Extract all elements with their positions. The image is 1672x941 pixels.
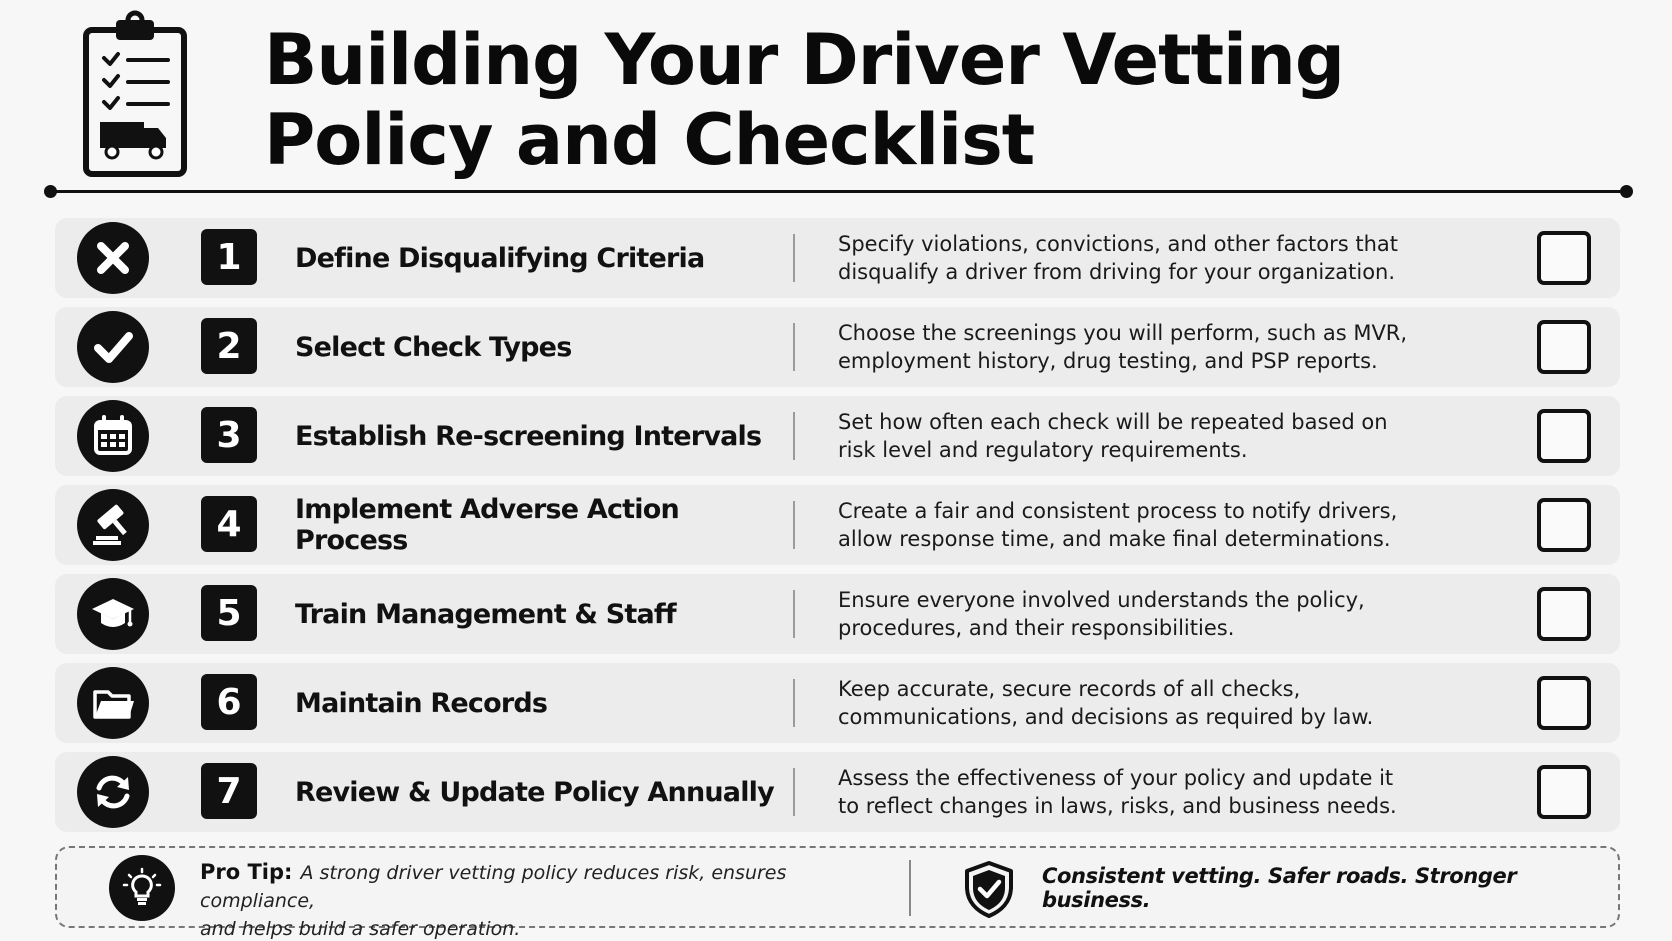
row-divider [793,679,795,727]
step-number: 4 [201,496,257,552]
x-circle-icon [77,222,149,294]
checklist-row-6 [55,663,1620,743]
clipboard-checklist-truck-icon [82,10,192,178]
pro-tip-text: A strong driver vetting policy reduces risk, ensures compliance, [200,862,787,912]
step-description-line: Create a fair and consistent process to notify drivers, [838,499,1398,523]
pro-tip-text: and helps build a safer operation. [200,918,521,940]
step-description-line: Choose the screenings you will perform, such as MVR, [838,321,1408,345]
calendar-icon [77,400,149,472]
step-description [838,396,1438,476]
step-number: 3 [201,407,257,463]
footer-divider [909,860,911,916]
row-divider [793,234,795,282]
step-title: Train Management & Staff [295,598,676,630]
row-divider [793,590,795,638]
divider-endpoint-left [44,185,57,198]
checklist-row-5 [55,574,1620,654]
check-circle-icon [77,311,149,383]
header-divider [50,190,1626,193]
step-description-line: Assess the effectiveness of your policy and update it [838,766,1394,790]
step-description [838,574,1438,654]
step-description [838,663,1438,743]
step-title: Establish Re-screening Intervals [295,420,762,452]
graduation-cap-icon [77,578,149,650]
step-title: Review & Update Policy Annually [295,776,774,808]
pro-tip [200,858,880,941]
step-checkbox-5[interactable] [1537,587,1591,641]
step-description-line: allow response time, and make final determinations. [838,527,1391,551]
step-checkbox-2[interactable] [1537,320,1591,374]
shield-check-icon [962,860,1016,918]
step-number: 5 [201,585,257,641]
step-checkbox-1[interactable] [1537,231,1591,285]
checklist-row-4 [55,485,1620,565]
step-checkbox-3[interactable] [1537,409,1591,463]
step-description [838,485,1438,565]
checklist-row-2 [55,307,1620,387]
step-description-line: employment history, drug testing, and PSP reports. [838,349,1378,373]
folder-icon [77,667,149,739]
step-number: 1 [201,229,257,285]
row-divider [793,323,795,371]
step-description-line: Specify violations, convictions, and other factors that [838,232,1399,256]
step-description [838,752,1438,832]
step-description-line: procedures, and their responsibilities. [838,616,1235,640]
refresh-icon [77,756,149,828]
gavel-icon [77,489,149,561]
pro-tip-banner [55,846,1620,940]
step-description-line: Keep accurate, secure records of all checks, [838,677,1301,701]
step-description-line: risk level and regulatory requirements. [838,438,1248,462]
step-checkbox-6[interactable] [1537,676,1591,730]
step-number: 7 [201,763,257,819]
step-title: Select Check Types [295,331,572,363]
lightbulb-icon [109,855,175,921]
step-number: 6 [201,674,257,730]
row-divider [793,412,795,460]
step-title: Define Disqualifying Criteria [295,242,705,274]
checklist [55,218,1620,841]
step-description-line: Set how often each check will be repeated based on [838,410,1388,434]
step-description [838,307,1438,387]
step-description-line: communications, and decisions as required by law. [838,705,1374,729]
divider-endpoint-right [1620,185,1633,198]
step-description-line: to reflect changes in laws, risks, and business needs. [838,794,1397,818]
step-number: 2 [201,318,257,374]
page-title-line1: Building Your Driver Vetting [264,19,1344,101]
step-description [838,218,1438,298]
page-title-line2: Policy and Checklist [264,99,1035,181]
row-divider [793,768,795,816]
row-divider [793,501,795,549]
step-title: Implement Adverse Action Process [295,494,679,556]
step-checkbox-7[interactable] [1537,765,1591,819]
pro-tip-label: Pro Tip: [200,860,293,884]
step-description-line: disqualify a driver from driving for your organization. [838,260,1396,284]
checklist-row-3 [55,396,1620,476]
page-title [264,20,1564,180]
step-description-line: Ensure everyone involved understands the policy, [838,588,1365,612]
checklist-row-7 [55,752,1620,832]
slogan: Consistent vetting. Safer roads. Stronger business. [1042,864,1517,912]
checklist-row-1 [55,218,1620,298]
step-checkbox-4[interactable] [1537,498,1591,552]
step-title: Maintain Records [295,687,548,719]
